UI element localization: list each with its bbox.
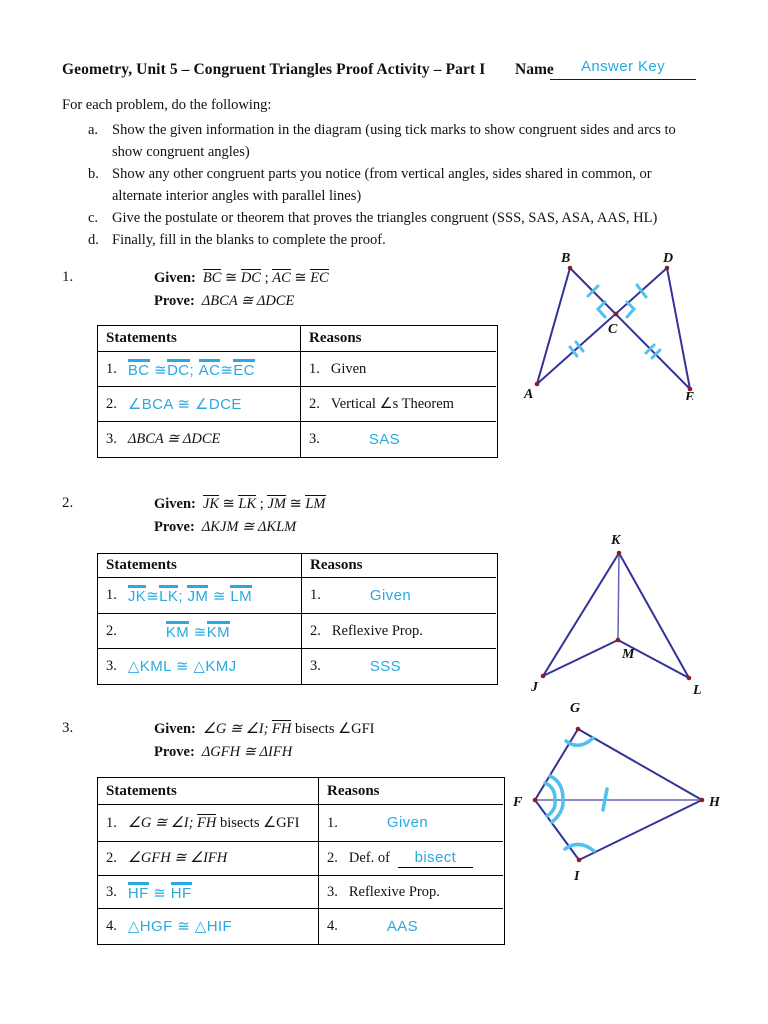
table-row: 3. SAS bbox=[309, 430, 401, 448]
prove-label: Prove: bbox=[154, 519, 195, 535]
name-blank-line bbox=[550, 58, 696, 80]
vertex-dot-K bbox=[617, 551, 622, 556]
given-label: Given: bbox=[154, 270, 196, 286]
name-answer: Answer Key bbox=[580, 58, 666, 75]
vertex-dot-A bbox=[535, 382, 540, 387]
vertex-label-M: M bbox=[622, 647, 635, 662]
table-row: 1. BC ≅DC; AC≅EC bbox=[98, 352, 301, 387]
segment-KM bbox=[618, 553, 619, 640]
vertex-label-G: G bbox=[570, 701, 581, 716]
reasons-header: Reasons bbox=[302, 554, 496, 578]
table-row: 2. Reflexive Prop. bbox=[302, 614, 496, 649]
angle-mark-C-right bbox=[627, 302, 634, 317]
angle-arc-G bbox=[566, 738, 593, 745]
vertex-label-D: D bbox=[663, 251, 674, 266]
table-row: 4. △HGF ≅ △HIF bbox=[98, 909, 319, 944]
instruction-c: c. Give the postulate or theorem that proves the triangles congruent (SSS, SAS, ASA, AAS, HL) bbox=[88, 210, 658, 226]
reasons-header: Reasons bbox=[301, 326, 496, 352]
table-row: 2. Vertical ∠s Theorem bbox=[301, 387, 496, 422]
segment-BE bbox=[570, 268, 690, 389]
vertex-label-C: C bbox=[608, 322, 618, 337]
table-row: 4. AAS bbox=[327, 917, 419, 935]
given-label: Given: bbox=[154, 721, 196, 737]
diagram-problem-1 bbox=[500, 238, 710, 400]
angle-arc-F-upper-1 bbox=[545, 783, 555, 799]
problem-1-number: 1. bbox=[62, 269, 74, 285]
table-row: 1. Given bbox=[319, 805, 503, 842]
given-statement: JK ≅ LK ; JM ≅ LM bbox=[202, 496, 326, 512]
vertex-label-L: L bbox=[693, 683, 702, 696]
vertex-dot-H bbox=[700, 798, 705, 803]
table-row: 3. ΔBCA ≅ ΔDCE bbox=[98, 422, 301, 457]
given-statement: BC ≅ DC ; AC ≅ EC bbox=[202, 270, 329, 286]
segment-AB bbox=[537, 268, 570, 384]
problem-2-number: 2. bbox=[62, 495, 74, 511]
reasons-header: Reasons bbox=[319, 778, 503, 805]
vertex-label-H: H bbox=[709, 795, 720, 810]
instruction-list bbox=[88, 119, 694, 251]
vertex-dot-G bbox=[576, 727, 581, 732]
problem-2-given-prove bbox=[154, 493, 326, 539]
table-row: 2. ∠GFH ≅ ∠IFH bbox=[98, 842, 319, 876]
vertex-label-K: K bbox=[611, 533, 621, 548]
table-row: 3. △KML ≅ △KMJ bbox=[98, 649, 302, 684]
proof-table-3 bbox=[97, 777, 505, 945]
table-row: 3. HF ≅ HF bbox=[98, 876, 319, 909]
prove-label: Prove: bbox=[154, 293, 195, 309]
table-row: 2. KM ≅KM bbox=[98, 614, 302, 649]
diagram-problem-3 bbox=[503, 696, 723, 891]
problem-3-number: 3. bbox=[62, 720, 74, 736]
prove-statement: ΔGFH ≅ ΔIFH bbox=[201, 744, 293, 760]
vertex-dot-J bbox=[541, 674, 546, 679]
vertex-label-E: E bbox=[685, 390, 695, 400]
angle-mark-C-left bbox=[598, 302, 605, 317]
vertex-dot-F bbox=[533, 798, 538, 803]
instruction-a: a. Show the given information in the diagram (using tick marks to show congruent sides and arcs to show congruent angles) bbox=[88, 122, 676, 160]
diagram-problem-2 bbox=[528, 526, 708, 696]
table-row: 1. Given bbox=[302, 578, 496, 614]
problem-1-given-prove bbox=[154, 267, 329, 313]
table-row: 3. Reflexive Prop. bbox=[319, 876, 503, 909]
segment-FG bbox=[535, 729, 578, 800]
given-label: Given: bbox=[154, 496, 196, 512]
statements-header: Statements bbox=[98, 326, 301, 352]
problem-3-given-prove bbox=[154, 718, 374, 764]
vertex-dot-B bbox=[568, 266, 573, 271]
table-row: 1. ∠G ≅ ∠I; FH bisects ∠GFI bbox=[98, 805, 319, 842]
vertex-label-A: A bbox=[524, 387, 534, 400]
vertex-label-I: I bbox=[574, 869, 580, 884]
vertex-dot-M bbox=[616, 638, 621, 643]
instruction-b: b. Show any other congruent parts you notice (from vertical angles, sides shared in common, or alternate interior angles with parallel lines) bbox=[88, 166, 652, 204]
vertex-dot-I bbox=[577, 858, 582, 863]
vertex-dot-D bbox=[665, 266, 670, 271]
segment-GH bbox=[578, 729, 702, 800]
vertex-dot-L bbox=[687, 676, 692, 681]
segment-DE bbox=[667, 268, 690, 389]
table-row: 2. Def. of bisect bbox=[319, 842, 503, 876]
vertex-dot-C bbox=[614, 312, 619, 317]
table-row: 2. ∠BCA ≅ ∠DCE bbox=[98, 387, 301, 422]
prove-statement: ΔBCA ≅ ΔDCE bbox=[201, 293, 295, 309]
proof-table-1 bbox=[97, 325, 498, 458]
given-statement: ∠G ≅ ∠I; FH bisects ∠GFI bbox=[202, 721, 375, 737]
angle-arc-I bbox=[565, 844, 594, 851]
vertex-label-B: B bbox=[561, 251, 571, 266]
prove-label: Prove: bbox=[154, 744, 195, 760]
instruction-d: d. Finally, fill in the blanks to complete the proof. bbox=[88, 232, 386, 248]
segment-IH bbox=[579, 800, 702, 860]
vertex-label-J: J bbox=[531, 680, 538, 695]
intro-text: For each problem, do the following: bbox=[62, 97, 272, 113]
segment-DA bbox=[537, 268, 667, 384]
table-row: 1. Given bbox=[301, 352, 496, 387]
tick-mark-FH bbox=[603, 789, 607, 810]
segment-FI bbox=[535, 800, 579, 860]
vertex-label-F: F bbox=[513, 795, 523, 810]
name-label: Name bbox=[515, 61, 554, 78]
angle-arc-F-lower-1 bbox=[547, 801, 555, 816]
table-row: 3. SSS bbox=[310, 657, 402, 675]
statements-header: Statements bbox=[98, 778, 319, 805]
proof-table-2 bbox=[97, 553, 498, 685]
page-title: Geometry, Unit 5 – Congruent Triangles Proof Activity – Part I bbox=[62, 61, 486, 78]
prove-statement: ΔKJM ≅ ΔKLM bbox=[201, 519, 297, 535]
table-row: 1. JK≅LK; JM ≅ LM bbox=[98, 578, 302, 614]
statements-header: Statements bbox=[98, 554, 302, 578]
